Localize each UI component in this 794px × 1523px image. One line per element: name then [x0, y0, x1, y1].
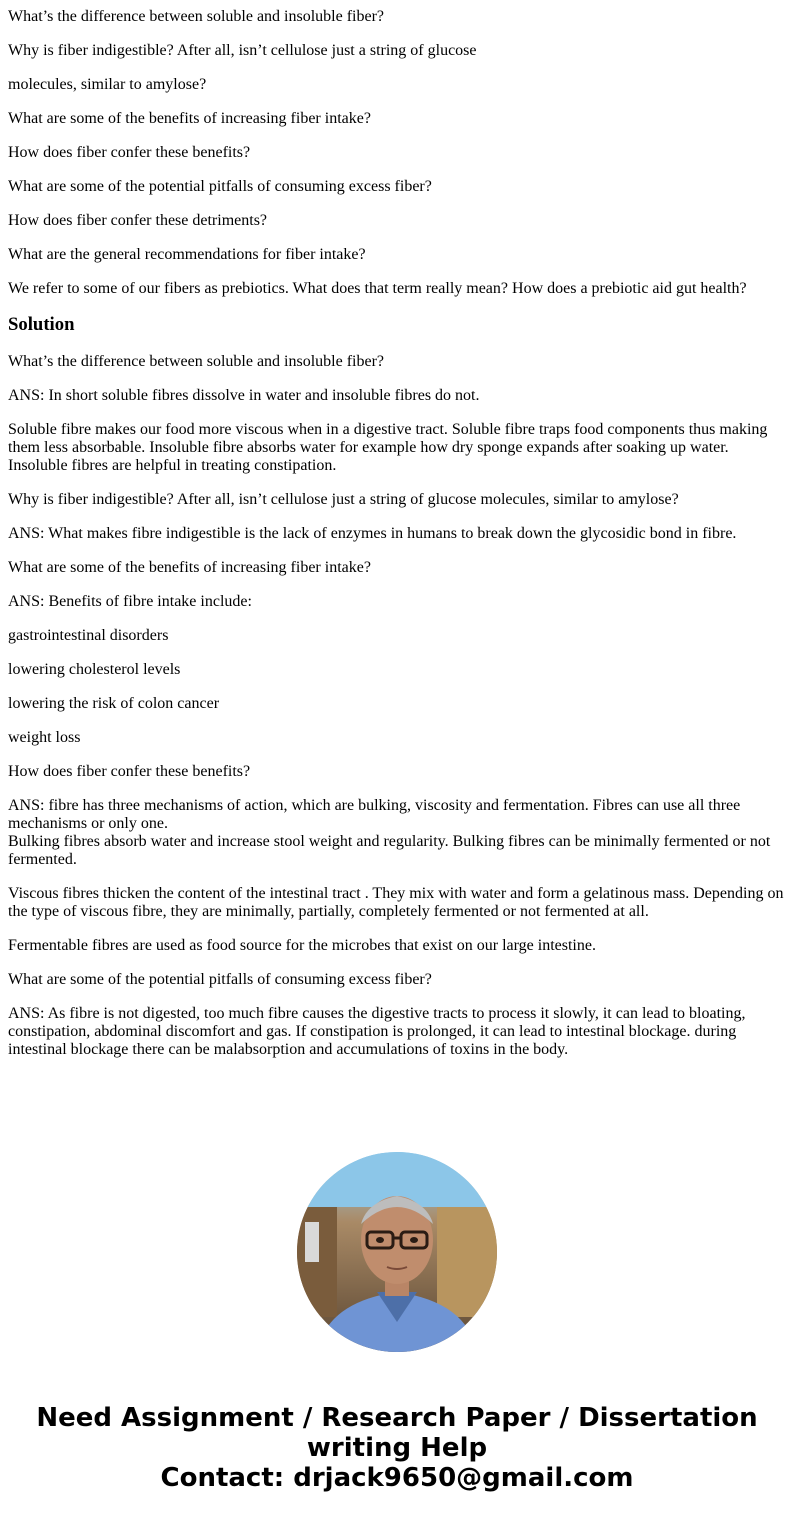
- solution-question-5: What are some of the potential pitfalls of consuming excess fiber?: [8, 971, 432, 988]
- benefit-item: gastrointestinal disorders: [8, 627, 169, 644]
- question-4: How does fiber confer these benefits?: [8, 144, 251, 161]
- promo-line-1: Need Assignment / Research Paper / Dissertation: [36, 1403, 758, 1433]
- promo-banner: [0, 1403, 794, 1493]
- question-5: What are some of the potential pitfalls of consuming excess fiber?: [8, 178, 432, 195]
- solution-answer-5: ANS: As fibre is not digested, too much fibre causes the digestive tracts to process it slowly, it can lead to bloating, constipation, abdominal discomfort and gas. If constipation is prolonged, it can lead to intestinal blockage. during intestinal blockage there can be malabsorption and accumulations of toxins in the body.: [8, 1005, 746, 1058]
- solution-heading: Solution: [8, 314, 75, 335]
- question-7: What are the general recommendations for fiber intake?: [8, 246, 366, 263]
- promo-line-2: writing Help: [306, 1433, 488, 1463]
- solution-answer-1: ANS: In short soluble fibres dissolve in water and insoluble fibres do not.: [8, 387, 480, 404]
- solution-answer-4-line2: Bulking fibres absorb water and increase stool weight and regularity. Bulking fibres can be minimally fermented or not fermented.: [8, 833, 771, 868]
- solution-question-3: What are some of the benefits of increasing fiber intake?: [8, 559, 371, 576]
- author-avatar: [297, 1152, 497, 1352]
- author-photo-icon: [297, 1152, 497, 1352]
- question-2: Why is fiber indigestible? After all, isn’t cellulose just a string of glucose: [8, 42, 477, 59]
- question-2-continued: molecules, similar to amylose?: [8, 76, 207, 93]
- promo-contact: Contact: drjack9650@gmail.com: [160, 1463, 634, 1493]
- document-body: [8, 0, 786, 1075]
- question-3: What are some of the benefits of increasing fiber intake?: [8, 110, 371, 127]
- benefit-item: lowering the risk of colon cancer: [8, 695, 220, 712]
- solution-answer-3: ANS: Benefits of fibre intake include:: [8, 593, 252, 610]
- question-1: What’s the difference between soluble and insoluble fiber?: [8, 8, 385, 25]
- solution-question-1: What’s the difference between soluble and insoluble fiber?: [8, 353, 385, 370]
- solution-answer-4-line1: ANS: fibre has three mechanisms of action, which are bulking, viscosity and fermentation. Fibres can use all three mechanisms or only one.: [8, 797, 741, 832]
- solution-answer-4-fermentable: Fermentable fibres are used as food source for the microbes that exist on our large intestine.: [8, 937, 596, 954]
- solution-answer-2: ANS: What makes fibre indigestible is the lack of enzymes in humans to break down the glycosidic bond in fibre.: [8, 525, 737, 542]
- solution-question-2: Why is fiber indigestible? After all, isn’t cellulose just a string of glucose molecules, similar to amylose?: [8, 491, 679, 508]
- question-8: We refer to some of our fibers as prebiotics. What does that term really mean? How does a prebiotic aid gut health?: [8, 280, 747, 297]
- question-6: How does fiber confer these detriments?: [8, 212, 268, 229]
- solution-answer-4: [8, 797, 786, 869]
- solution-question-4: How does fiber confer these benefits?: [8, 763, 251, 780]
- benefit-item: lowering cholesterol levels: [8, 661, 181, 678]
- benefit-item: weight loss: [8, 729, 81, 746]
- solution-answer-1-detail: Soluble fibre makes our food more viscous when in a digestive tract. Soluble fibre traps food components thus making them less absorbable. Insoluble fibre absorbs water for example how dry sponge expands after soaking up water. Insoluble fibres are helpful in treating constipation.: [8, 421, 768, 474]
- solution-answer-4-viscous: Viscous fibres thicken the content of the intestinal tract . They mix with water and form a gelatinous mass. Depending on the type of viscous fibre, they are minimally, partially, completely fermented or not fermented at all.: [8, 885, 784, 920]
